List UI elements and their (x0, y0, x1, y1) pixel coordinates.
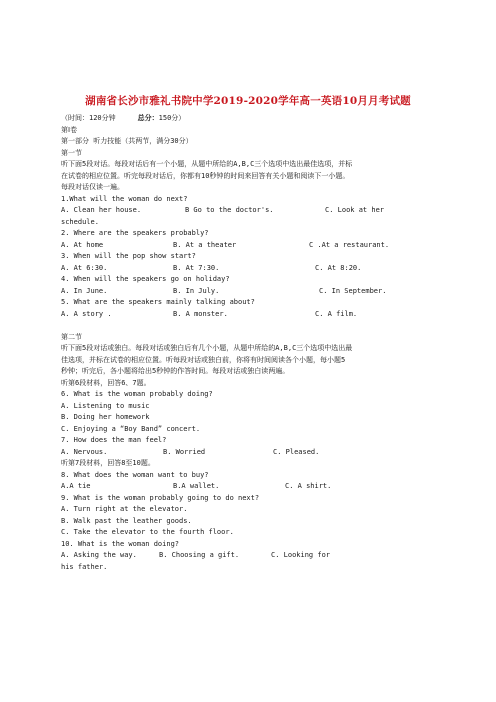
material-7-note: 听第7段材料，回答8至10题。 (61, 459, 155, 467)
options-7 (61, 447, 441, 459)
option-a: A.A tie (61, 482, 91, 490)
option-c: C. At 8:20. (315, 263, 362, 272)
question-1: 1.What will the woman do next? (61, 194, 188, 203)
part-heading: 第一部分 听力技能（共两节，满分30分） (61, 137, 193, 145)
question-5: 5. What are the speakers mainly talking about? (61, 298, 255, 306)
option-wrap: his father. (61, 562, 108, 571)
options-8 (61, 481, 441, 493)
options-2 (61, 240, 441, 252)
question-2: 2. Where are the speakers probably? (61, 229, 209, 237)
option-c: C. Look at her (325, 206, 385, 214)
page-title: 湖南省长沙市雅礼书院中学2019-2020学年高一英语10月月考试题 (85, 95, 411, 107)
option-b: B. Doing her homework (61, 413, 150, 421)
option-a: A. Asking the way. (61, 551, 137, 559)
time-text: （时间：120分钟 (61, 114, 116, 122)
score-label: 总分： (137, 114, 159, 122)
exam-content (61, 113, 441, 573)
section1-instruction-3: 每段对话仅读一遍。 (61, 183, 124, 191)
options-3 (61, 263, 441, 275)
option-a: A. Turn right at the elevator. (61, 505, 188, 513)
options-5 (61, 309, 441, 321)
option-c: C. Pleased. (273, 447, 320, 456)
section1-instruction-1: 听下面5段对话。每段对话后有一个小题，从题中所给的A,B,C三个选项中选出最佳选项，并标 (61, 160, 353, 168)
option-c: C. Looking for (271, 551, 331, 559)
option-c: C. A shirt. (285, 482, 332, 490)
option-b: B. At a theater (173, 240, 237, 249)
material-6-note: 听第6段材料，回答6、7题。 (61, 378, 151, 387)
question-10: 10. What is the woman doing? (61, 539, 180, 548)
option-c: C. In September. (319, 286, 387, 295)
option-a: A. A story . (61, 309, 112, 318)
question-8: 8. What does the woman want to buy? (61, 470, 209, 479)
option-c: C .At a restaurant. (309, 240, 390, 249)
option-a: A. At home (61, 240, 104, 249)
option-a: A. Nervous. (61, 447, 108, 456)
question-6: 6. What is the woman probably doing? (61, 390, 213, 398)
question-4: 4. When will the speakers go on holiday? (61, 275, 230, 283)
question-7: 7. How does the man feel? (61, 436, 167, 444)
section2-instruction-2: 佳选项，并标在试卷的相应位置。听每段对话或独白前，你将有时间阅读各个小题，每小题5 (61, 355, 346, 364)
option-a: A. At 6:30. (61, 263, 108, 272)
options-1 (61, 205, 441, 217)
option-b: B. A monster. (173, 309, 228, 318)
time-score-line (61, 113, 441, 125)
section1-instruction-2: 在试卷的相应位置。听完每段对话后，你都有10秒钟的时间来回答有关小题和阅读下一小题。 (61, 171, 350, 180)
section1-heading: 第一节 (61, 148, 82, 157)
option-a: A. Clean her house. (61, 206, 142, 214)
option-b: B. At 7:30. (173, 263, 220, 272)
section2-instruction-3: 秒钟；听完后，各小题将给出5秒钟的作答时间。每段对话或独白读两遍。 (61, 367, 290, 375)
option-b: B. In July. (173, 286, 220, 295)
volume-heading: 第Ⅰ卷 (61, 125, 78, 134)
option-wrap: schedule. (61, 217, 99, 226)
score-value: 150分） (158, 114, 186, 122)
option-a: A. Listening to music (61, 401, 150, 410)
option-b: B Go to the doctor's. (185, 206, 274, 214)
option-a: A. In June. (61, 286, 108, 295)
options-4 (61, 286, 441, 298)
option-b: B. Choosing a gift. (159, 551, 240, 559)
option-c: C. A film. (315, 309, 358, 318)
option-c: C. Take the elevator to the fourth floor. (61, 528, 234, 536)
question-9: 9. What is the woman probably going to do next? (61, 493, 260, 502)
option-b: B. Walk past the leather goods. (61, 516, 192, 525)
section2-heading: 第二节 (61, 332, 82, 341)
option-c: C. Enjoying a “Boy Band” concert. (61, 424, 201, 433)
options-10 (61, 550, 441, 562)
option-b: B.A wallet. (173, 482, 220, 490)
question-3: 3. When will the pop show start? (61, 252, 196, 260)
option-b: B. Worried (163, 447, 206, 456)
section2-instruction-1: 听下面5段对话或独白。每段对话或独白后有几个小题，从题中所给的A,B,C三个选项中选出最 (61, 344, 353, 352)
